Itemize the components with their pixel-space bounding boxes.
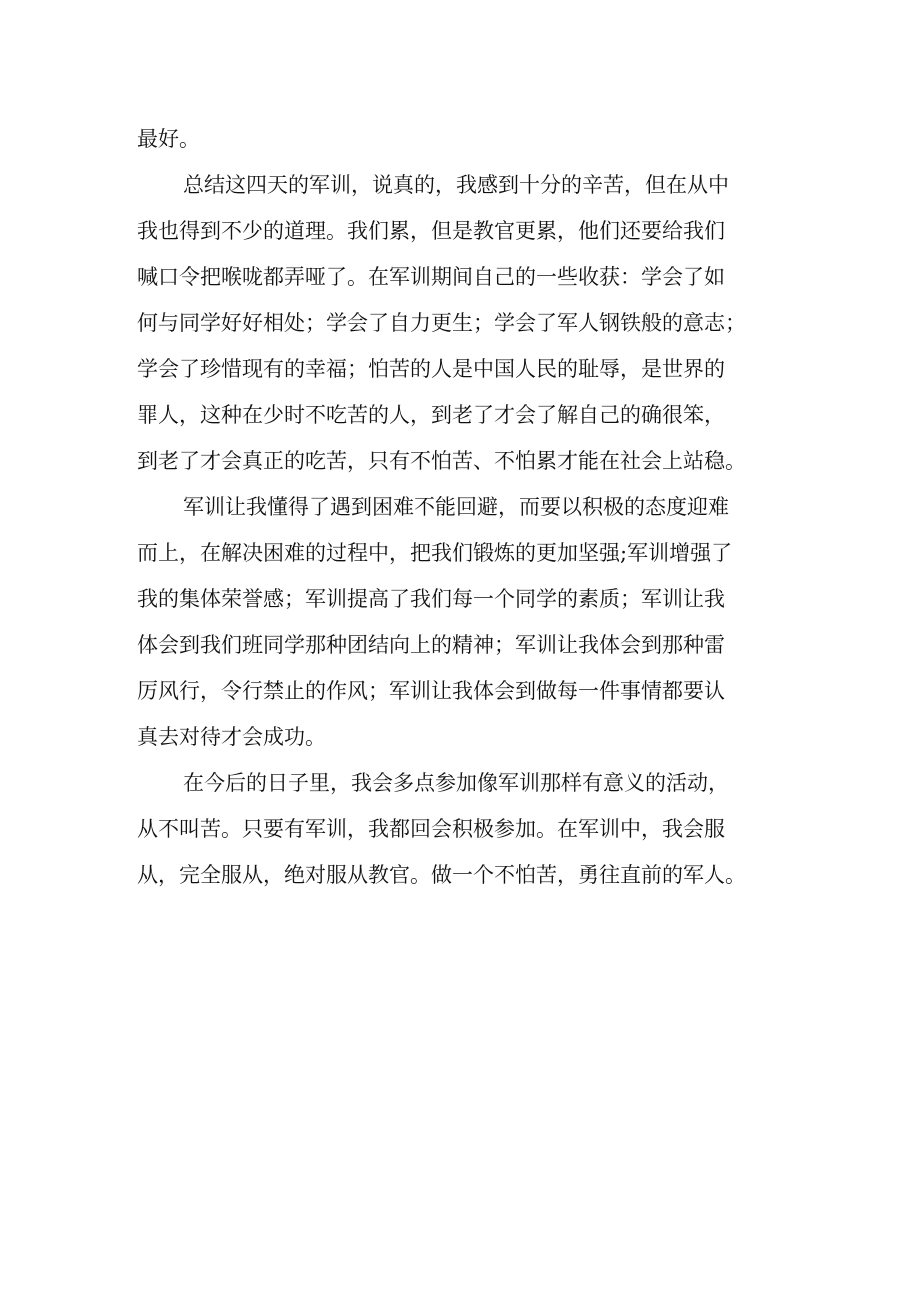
essay-line: 从，完全服从，绝对服从教官。做一个不怕苦，勇往直前的军人。: [137, 863, 746, 887]
essay-body: [137, 116, 797, 898]
paragraph-start-line: 军训让我懂得了遇到困难不能回避，而要以积极的态度迎难: [183, 495, 729, 519]
essay-line: 从不叫苦。只要有军训，我都回会积极参加。在军训中，我会服: [137, 817, 725, 841]
essay-line: 罪人，这种在少时不吃苦的人，到老了才会了解自己的确很笨，: [137, 403, 725, 427]
essay-line: 厉风行，令行禁止的作风；军训让我体会到做每一件事情都要认: [137, 679, 725, 703]
paragraph-start-line: 在今后的日子里，我会多点参加像军训那样有意义的活动，: [183, 771, 729, 795]
essay-line: 真去对待才会成功。: [137, 725, 326, 749]
essay-line: 我的集体荣誉感；军训提高了我们每一个同学的素质；军训让我: [137, 587, 725, 611]
essay-line: 到老了才会真正的吃苦，只有不怕苦、不怕累才能在社会上站稳。: [137, 449, 746, 473]
essay-line: 体会到我们班同学那种团结向上的精神；军训让我体会到那种雷: [137, 633, 725, 657]
essay-line: 学会了珍惜现有的幸福；怕苦的人是中国人民的耻辱，是世界的: [137, 357, 725, 381]
essay-line: 何与同学好好相处；学会了自力更生；学会了军人钢铁般的意志；: [137, 311, 746, 335]
essay-line: 最好。: [137, 127, 200, 151]
essay-line: 我也得到不少的道理。我们累，但是教官更累，他们还要给我们: [137, 219, 725, 243]
essay-line: 喊口令把喉咙都弄哑了。在军训期间自己的一些收获：学会了如: [137, 265, 725, 289]
essay-line: 而上，在解决困难的过程中，把我们锻炼的更加坚强;军训增强了: [137, 541, 733, 565]
paragraph-start-line: 总结这四天的军训，说真的，我感到十分的辛苦，但在从中: [183, 173, 729, 197]
